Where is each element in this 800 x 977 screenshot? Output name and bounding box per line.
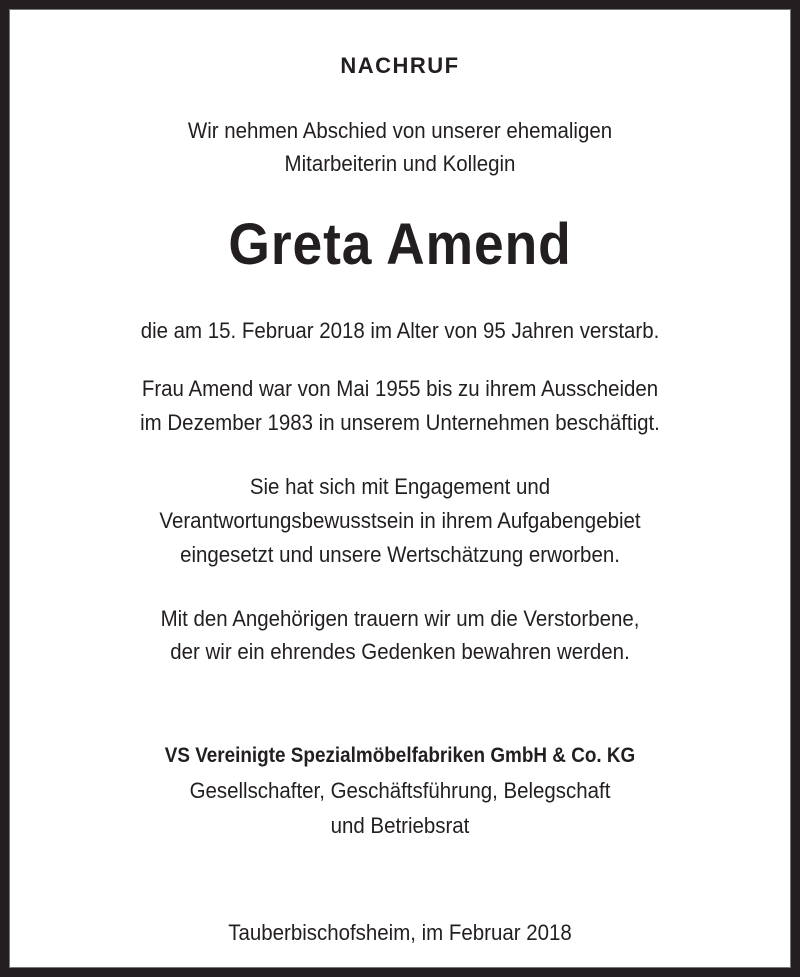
- employment-line-1: Frau Amend war von Mai 1955 bis zu ihrem Ausscheiden: [141, 376, 659, 401]
- signatories-line-1: Gesellschafter, Geschäftsführung, Belegschaft: [189, 778, 611, 803]
- tribute-line-2: Verantwortungsbewusstsein in ihrem Aufgabengebiet: [159, 508, 641, 533]
- intro-line-2: Mitarbeiterin und Kollegin: [284, 151, 516, 176]
- signatories-line-2: und Betriebsrat: [330, 813, 470, 838]
- heading: NACHRUF: [340, 53, 460, 78]
- condolence-line-2: der wir ein ehrendes Gedenken bewahren werden.: [170, 639, 630, 664]
- tribute-line-1: Sie hat sich mit Engagement und: [249, 474, 551, 499]
- employment-line-2: im Dezember 1983 in unserem Unternehmen beschäftigt.: [140, 410, 660, 435]
- tribute-line-3: eingesetzt und unsere Wertschätzung erworben.: [180, 542, 620, 567]
- condolence-line-1: Mit den Angehörigen trauern wir um die Verstorbene,: [160, 606, 640, 631]
- death-line: die am 15. Februar 2018 im Alter von 95 Jahren verstarb.: [140, 318, 660, 343]
- place-date: Tauberbischofsheim, im Februar 2018: [228, 920, 572, 945]
- obituary-notice: [18, 9, 782, 968]
- intro-line-1: Wir nehmen Abschied von unserer ehemaligen: [187, 118, 613, 143]
- company-name: VS Vereinigte Spezialmöbelfabriken GmbH & Co. KG: [164, 744, 636, 767]
- deceased-name: Greta Amend: [228, 212, 572, 277]
